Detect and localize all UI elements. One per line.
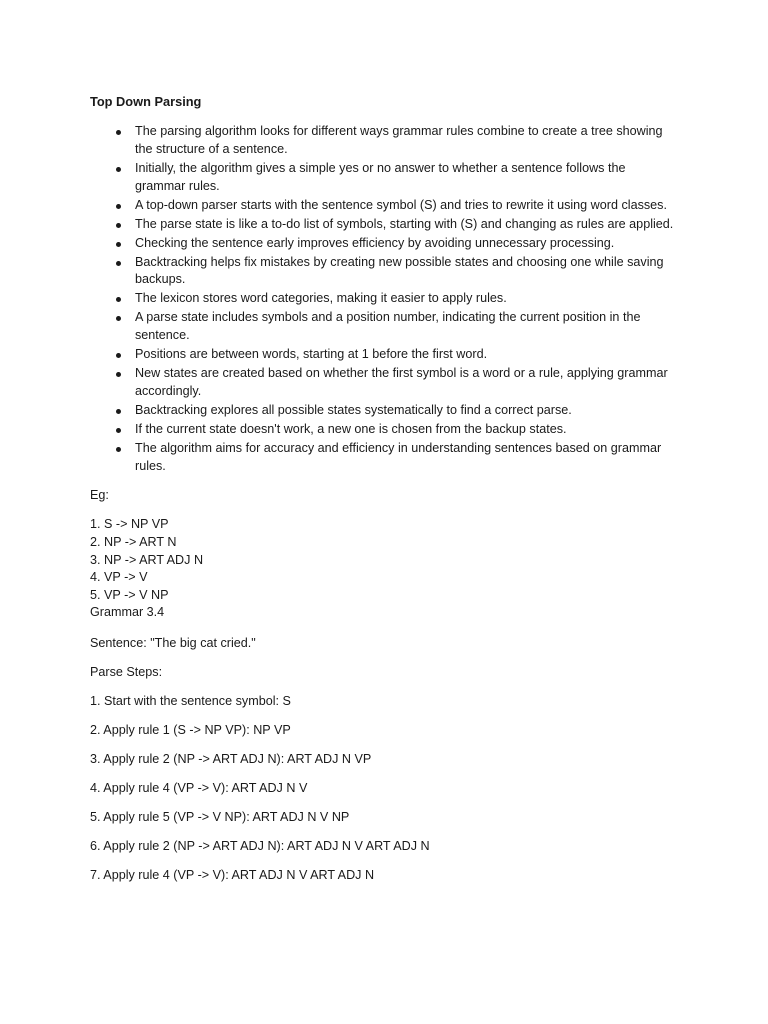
bullet-line: rules. xyxy=(135,458,166,473)
bullet-dot-icon xyxy=(116,447,121,452)
example-label: Eg: xyxy=(90,488,109,503)
bullet-item xyxy=(90,346,690,364)
document-page xyxy=(90,94,690,883)
bullet-line: grammar rules. xyxy=(135,178,220,193)
bullet-item xyxy=(90,421,690,439)
parse-step: 4. Apply rule 4 (VP -> V): ART ADJ N V xyxy=(90,780,308,795)
grammar-rule: 2. NP -> ART N xyxy=(90,534,177,549)
bullet-dot-icon xyxy=(116,242,121,247)
bullet-dot-icon xyxy=(116,372,121,377)
bullet-dot-icon xyxy=(116,297,121,302)
grammar-caption: Grammar 3.4 xyxy=(90,605,165,620)
bullet-line: Checking the sentence early improves efficiency by avoiding unnecessary processing. xyxy=(135,235,615,250)
bullet-line: The lexicon stores word categories, making it easier to apply rules. xyxy=(135,291,507,306)
bullet-dot-icon xyxy=(116,130,121,135)
bullet-line: the structure of a sentence. xyxy=(135,141,288,156)
parse-steps-label: Parse Steps: xyxy=(90,664,163,679)
grammar-rule: 3. NP -> ART ADJ N xyxy=(90,552,204,567)
bullet-line: New states are created based on whether the first symbol is a word or a rule, applying grammar xyxy=(135,366,668,381)
parse-step: 1. Start with the sentence symbol: S xyxy=(90,693,291,708)
bullet-item xyxy=(90,197,690,215)
bullet-line: The parse state is like a to-do list of symbols, starting with (S) and changing as rules are applied. xyxy=(135,216,674,231)
bullet-item xyxy=(90,440,690,476)
bullet-item xyxy=(90,160,690,196)
bullet-line: backups. xyxy=(135,272,186,287)
parse-step: 2. Apply rule 1 (S -> NP VP): NP VP xyxy=(90,722,291,737)
bullet-list xyxy=(90,123,690,475)
document-title: Top Down Parsing xyxy=(90,94,202,109)
bullet-item xyxy=(90,309,690,345)
bullet-dot-icon xyxy=(116,428,121,433)
bullet-line: accordingly. xyxy=(135,383,202,398)
parse-step: 3. Apply rule 2 (NP -> ART ADJ N): ART ADJ N VP xyxy=(90,751,372,766)
bullet-line: Initially, the algorithm gives a simple yes or no answer to whether a sentence follows the xyxy=(135,160,626,175)
bullet-item xyxy=(90,290,690,308)
bullet-dot-icon xyxy=(116,167,121,172)
bullet-line: A parse state includes symbols and a position number, indicating the current position in the xyxy=(135,310,641,325)
grammar-rules xyxy=(90,516,690,622)
parse-steps xyxy=(90,693,690,883)
bullet-item xyxy=(90,123,690,159)
grammar-rule: 5. VP -> V NP xyxy=(90,587,169,602)
parse-step: 6. Apply rule 2 (NP -> ART ADJ N): ART ADJ N V ART ADJ N xyxy=(90,838,430,853)
bullet-dot-icon xyxy=(116,223,121,228)
bullet-item xyxy=(90,402,690,420)
bullet-dot-icon xyxy=(116,261,121,266)
parse-step: 5. Apply rule 5 (VP -> V NP): ART ADJ N V NP xyxy=(90,809,350,824)
bullet-line: A top-down parser starts with the sentence symbol (S) and tries to rewrite it using word classes. xyxy=(135,197,667,212)
bullet-dot-icon xyxy=(116,353,121,358)
bullet-dot-icon xyxy=(116,409,121,414)
bullet-dot-icon xyxy=(116,316,121,321)
bullet-item xyxy=(90,254,690,290)
bullet-item xyxy=(90,235,690,253)
grammar-rule: 1. S -> NP VP xyxy=(90,517,169,532)
bullet-line: sentence. xyxy=(135,328,190,343)
bullet-line: The algorithm aims for accuracy and efficiency in understanding sentences based on grammar xyxy=(135,440,662,455)
bullet-item xyxy=(90,216,690,234)
bullet-line: Backtracking helps fix mistakes by creating new possible states and choosing one while saving xyxy=(135,254,664,269)
bullet-line: The parsing algorithm looks for different ways grammar rules combine to create a tree showing xyxy=(135,124,663,138)
bullet-dot-icon xyxy=(116,204,121,209)
sentence-text: Sentence: "The big cat cried." xyxy=(90,635,256,650)
grammar-rule: 4. VP -> V xyxy=(90,570,148,585)
parse-step: 7. Apply rule 4 (VP -> V): ART ADJ N V ART ADJ N xyxy=(90,867,375,882)
bullet-line: Positions are between words, starting at 1 before the first word. xyxy=(135,347,488,362)
bullet-item xyxy=(90,365,690,401)
bullet-line: If the current state doesn't work, a new one is chosen from the backup states. xyxy=(135,421,567,436)
bullet-line: Backtracking explores all possible states systematically to find a correct parse. xyxy=(135,402,572,417)
